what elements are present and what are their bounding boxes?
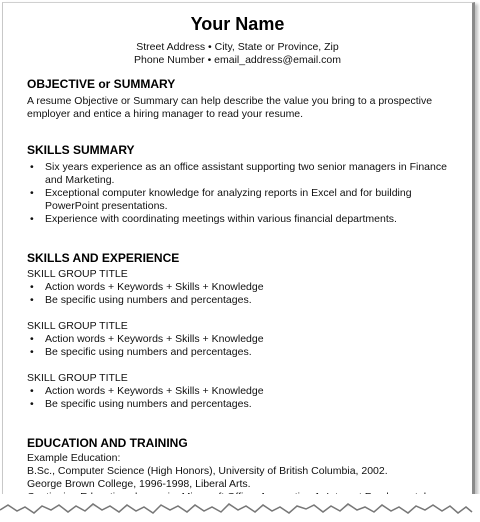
list-item: • Be specific using numbers and percentages. <box>27 294 457 307</box>
resume-document <box>3 3 472 503</box>
skills-summary-list <box>27 161 457 226</box>
skills-experience-heading: SKILLS AND EXPERIENCE <box>27 251 180 265</box>
list-item: • Six years experience as an office assistant supporting two senior managers in Finance and Marketing. <box>27 161 457 187</box>
list-item: • Action words + Keywords + Skills + Knowledge <box>27 385 457 398</box>
contact-address: Street Address • City, State or Province, Zip <box>136 41 339 53</box>
skill-group-title: SKILL GROUP TITLE <box>27 268 128 280</box>
list-item: • Exceptional computer knowledge for analyzing reports in Excel and for building PowerPoint presentations. <box>27 187 457 213</box>
education-line: Example Education: <box>27 452 121 464</box>
resume-name: Your Name <box>190 14 285 34</box>
education-line: George Brown College, 1996-1998, Liberal Arts. <box>27 478 251 490</box>
torn-paper-edge <box>0 494 480 522</box>
skills-summary-heading: SKILLS SUMMARY <box>27 143 135 157</box>
list-item: • Action words + Keywords + Skills + Knowledge <box>27 281 457 294</box>
skill-group-title: SKILL GROUP TITLE <box>27 372 128 384</box>
education-line: B.Sc., Computer Science (High Honors), University of British Columbia, 2002. <box>27 465 388 477</box>
resume-page <box>2 2 475 503</box>
skill-group-list <box>27 281 457 307</box>
objective-heading: OBJECTIVE or SUMMARY <box>27 77 176 91</box>
skill-group-list <box>27 385 457 411</box>
list-item: • Experience with coordinating meetings within various financial departments. <box>27 213 457 226</box>
list-item: • Be specific using numbers and percentages. <box>27 398 457 411</box>
objective-text: A resume Objective or Summary can help describe the value you bring to a prospective employer and entice a hiring manager to read your resume. <box>27 95 433 120</box>
education-heading: EDUCATION AND TRAINING <box>27 436 188 450</box>
list-item: • Action words + Keywords + Skills + Knowledge <box>27 333 457 346</box>
skill-group-title: SKILL GROUP TITLE <box>27 320 128 332</box>
contact-phone-email: Phone Number • email_address@email.com <box>134 54 341 66</box>
skill-group-list <box>27 333 457 359</box>
list-item: • Be specific using numbers and percentages. <box>27 346 457 359</box>
